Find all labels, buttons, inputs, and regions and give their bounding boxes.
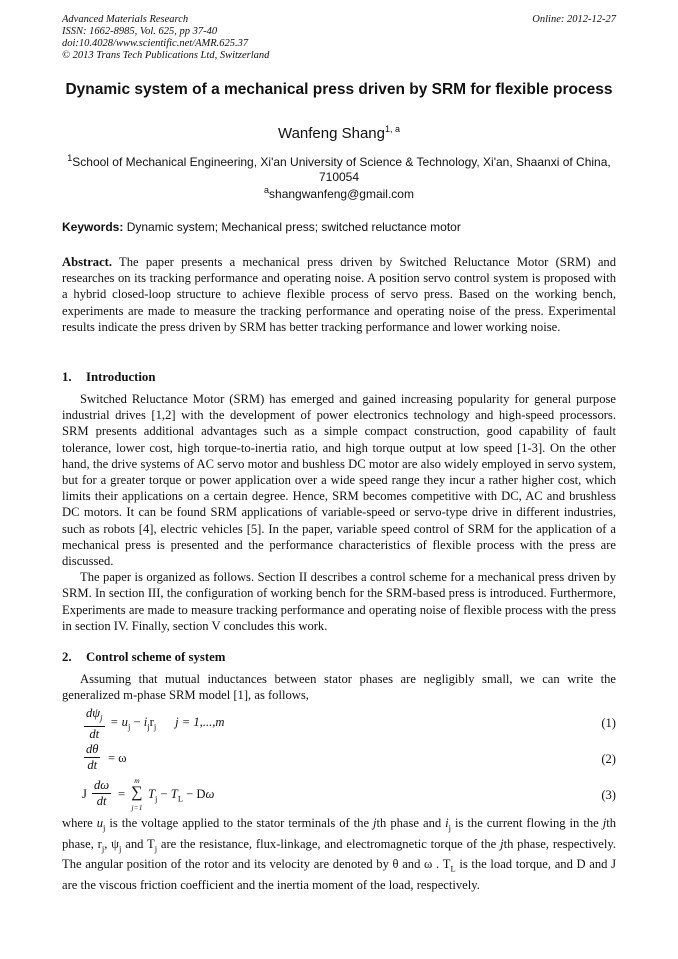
- affiliation-text: School of Mechanical Engineering, Xi'an University of Science & Technology, Xi'an, Shaanxi of China, 710054: [72, 155, 611, 184]
- section-1-body: [62, 391, 616, 634]
- eq3-label: (3): [601, 788, 616, 802]
- eq2-denominator: dt: [87, 758, 98, 772]
- equation-1: [62, 706, 616, 742]
- eq1-numerator-sub: j: [100, 712, 103, 723]
- email-sup: a: [264, 185, 270, 195]
- eq1-rhs: = $u_j - i_jr_j$ j = 1,...,m: [110, 715, 225, 732]
- journal-name: Advanced Materials Research: [62, 14, 189, 25]
- keywords-label: Keywords:: [62, 220, 124, 234]
- eq3-denominator: dt: [96, 794, 107, 808]
- eq2-fraction: [84, 742, 100, 773]
- abstract-text: The paper presents a mechanical press driven by Switched Reluctance Motor (SRM) and researches on its tracking performance and operating noise. A position servo control system is proposed with a hybrid closed-loop structure to achieve flexible process of servo press. Based on the working bench, experiments are made to measure the tracking performance and operating noise of the press. Experimental results indicate the press driven by SRM has better tracking performance and lower working noise.: [62, 255, 616, 334]
- paper-title: Dynamic system of a mechanical press driven by SRM for flexible process: [65, 81, 613, 98]
- affiliation: [62, 151, 616, 185]
- journal-header: [62, 14, 616, 62]
- eq1-rhs-main: = u: [110, 715, 128, 729]
- sum-symbol: ∑: [131, 784, 143, 801]
- section-2-intro: [62, 671, 616, 703]
- email-address[interactable]: shangwanfeng@gmail.com: [269, 187, 414, 201]
- section-1-title: Introduction: [86, 370, 156, 384]
- section-2-number: 2.: [62, 650, 72, 664]
- where-text: where: [62, 816, 97, 830]
- affiliation-sup: 1: [67, 153, 73, 163]
- keywords-text: Dynamic system; Mechanical press; switched reluctance motor: [126, 220, 461, 234]
- model-intro: Assuming that mutual inductances between stator phases are negligibly small, we can write the generalized m-phase SRM model [1], as follows,: [62, 672, 616, 703]
- section-1-heading: [62, 370, 155, 385]
- equation-2: [62, 742, 616, 778]
- eq3-fraction: [92, 778, 111, 809]
- eq3-sum-bottom: j=1: [131, 803, 143, 812]
- author-sup: 1, a: [385, 124, 401, 134]
- eq2-numerator: dθ: [86, 742, 99, 756]
- eq2-rhs: = ω: [108, 751, 127, 765]
- eq3-sum-top: m: [134, 776, 140, 785]
- eq3-numerator: dω: [94, 778, 110, 792]
- section-2-title: Control scheme of system: [86, 650, 226, 664]
- copyright: © 2013 Trans Tech Publications Ltd, Switzerland: [62, 50, 270, 61]
- where-paragraph: where $u_j$ is the voltage applied to the stator terminals of the jth phase and $i_j$ is the current flowing in the jth phase, $r_j$, $\psi_j$ and $T_j$ are the resistance, flux-linkage, and electromagnetic torque of the jth phase, respectively. The angular position of the rotor and its velocity are denoted by θ and ω . $T_L$ is the load torque, and D and J are the viscous friction coefficient and the inertia moment of the load, respectively.: [62, 816, 616, 893]
- intro-paragraph-2: The paper is organized as follows. Section II describes a control scheme for a mechanical press driven by SRM. In section III, the configuration of working bench for the SRM-based press is introduced. Furthermore, Experiments are made to measure tracking performance and operating noise of flexible process with the press in section IV. Finally, section V concludes this work.: [62, 570, 616, 633]
- doi: doi:10.4028/www.scientific.net/AMR.625.37: [62, 38, 249, 49]
- eq1-label: (1): [601, 716, 616, 730]
- eq2-label: (2): [601, 752, 616, 766]
- email: [62, 185, 616, 201]
- eq3-prefix: J: [82, 787, 87, 801]
- section-1-number: 1.: [62, 370, 72, 384]
- section-2-heading: [62, 650, 225, 665]
- eq1-numerator: dψ: [86, 706, 101, 720]
- equation-3: J dω dt = m ∑ j=1 $T_j - T_L - D\omega$ (3): [82, 776, 616, 812]
- eq1-denominator: dt: [89, 726, 100, 741]
- eq3-rhs: $T_j - T_L - D\omega$: [148, 787, 215, 804]
- eq1-range: j = 1,...,m: [175, 715, 225, 729]
- keywords: [62, 220, 616, 234]
- author: [62, 124, 616, 142]
- abstract-label: Abstract.: [62, 255, 113, 269]
- intro-paragraph-1: Switched Reluctance Motor (SRM) has emerged and gained increasing popularity for general purpose industrial drives [1,2] with the development of power electronics technology and high-speed processors. SRM presents additional advantages such as a simple compact construction, good capability of fault tolerance, lower cost, high torque-to-inertia ratio, and high torque output at low speed [1-3]. On the other hand, the drive systems of AC servo motor and bushless DC motor are also widely employed in servo system, but for a greater torque or power application over a wide speed range they incur a rather higher cost, which limits their applications on a certain degree. Hence, SRM becomes competitive with DC, AC and brushless DC motors. It can be found SRM applications of variable-speed or servo-type drive in different industries, such as robots [4], electric vehicles [5]. In the paper, variable speed control of SRM for the application of a mechanical press is presented and the performance characteristics of flexible process with the press are discussed.: [62, 392, 616, 569]
- eq1-fraction: [84, 706, 105, 742]
- abstract: [62, 254, 616, 335]
- issn: ISSN: 1662-8985, Vol. 625, pp 37-40: [62, 26, 218, 37]
- online-date: Online: 2012-12-27: [532, 14, 616, 25]
- author-name: Wanfeng Shang: [277, 125, 385, 142]
